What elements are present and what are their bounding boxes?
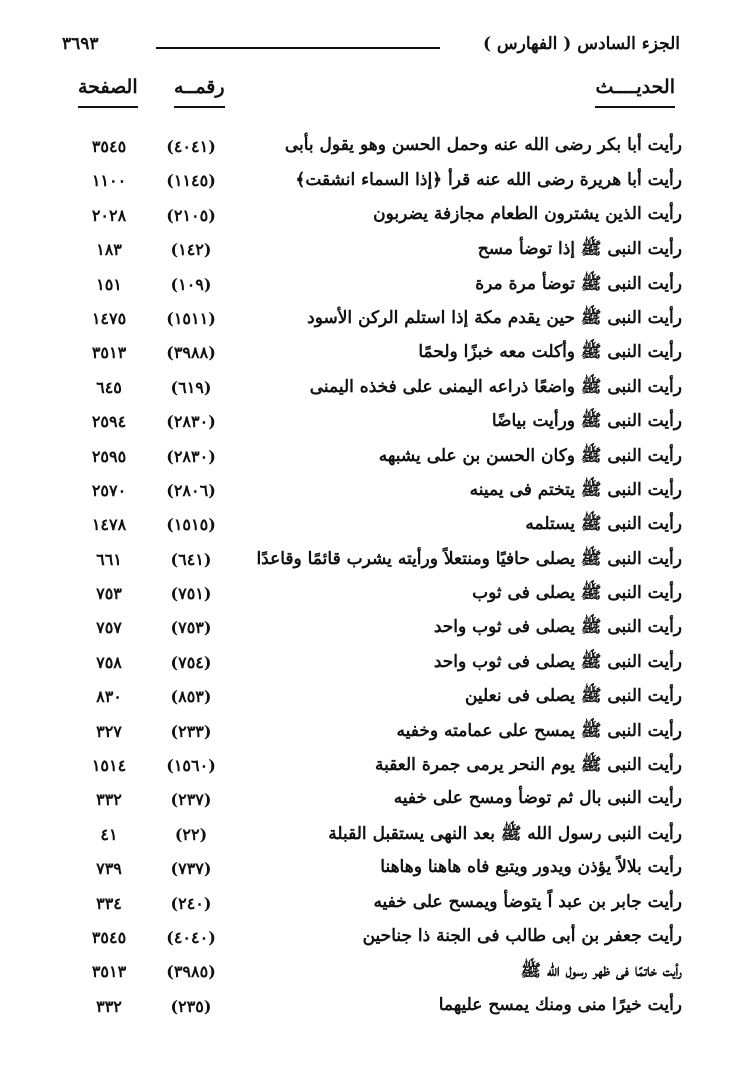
page-reference: ٦٦١ [96,549,122,569]
hadith-text: رأيت النبى ﷺ يصلى فى ثوب [472,583,682,604]
column-heading-underline [78,100,138,108]
hadith-text: رأيت النبى ﷺ ورأيت بياضًا [491,411,682,432]
hadith-text: رأيت النبى ﷺ إذا توضأ مسح [477,239,682,260]
column-heading-hadith-label: الحديــــث [595,76,675,98]
index-row [60,821,682,855]
index-row [60,580,682,614]
hadith-text: رأيت خيرًا منى ومنك يمسح عليهما [438,994,682,1015]
page-reference: ٣٥١٣ [91,962,127,982]
column-heading-underline [174,100,225,108]
hadith-text: رأيت النبى ﷺ وأكلت معه خبزًا ولحمًا [418,342,682,363]
page-reference: ٨٣٠ [96,687,122,707]
index-row [60,786,682,820]
hadith-number: (١١٤٥) [166,171,216,191]
hadith-number: (٢٣٧) [170,790,212,810]
header-rule [156,47,440,49]
hadith-text: رأيت النبى ﷺ يصلى فى نعلين [464,686,682,707]
page-reference: ١٥١ [96,274,122,294]
page-reference: ٧٣٩ [96,859,122,879]
hadith-number: (٢٢) [174,824,208,844]
index-row [60,752,682,786]
page-reference: ٧٥٧ [96,618,122,638]
hadith-text: رأيت بلالاً يؤذن ويدور ويتبع فاه هاهنا وهاهنا [380,857,682,878]
index-row [60,271,682,305]
page-reference: ٣٣٢ [96,996,122,1016]
hadith-number: (٢٨٣٠) [166,446,216,466]
column-heading-page [78,76,138,108]
hadith-text: رأيت النبى رسول الله ﷺ بعد النهى يستقبل القبلة [328,823,682,844]
hadith-text: رأيت خاتمًا فى ظهر رسول الله ﷺ [520,961,682,982]
hadith-text: رأيت الذين يشترون الطعام مجازفة يضربون [373,203,682,224]
hadith-number: (٢٨٠٦) [166,480,216,500]
column-heading-page-label: الصفحة [78,76,138,98]
index-rows [60,133,682,1027]
index-row [60,718,682,752]
hadith-text: رأيت أبا بكر رضى الله عنه وحمل الحسن وهو يقول بأبى [284,135,682,155]
page-reference: ١١٠٠ [91,171,127,191]
index-row [60,890,682,924]
page-reference: ٧٥٣ [96,584,122,604]
hadith-number: (١٤٢) [170,240,212,260]
index-row [60,855,682,889]
index-row [60,374,682,408]
page-reference: ٣٥١٣ [91,343,127,363]
column-heading-number-label: رقمــه [174,76,225,98]
index-row [60,339,682,373]
hadith-number: (٧٣٧) [170,859,212,879]
hadith-text: رأيت النبى ﷺ يصلى فى ثوب واحد [433,617,682,638]
hadith-number: (١٥١١) [166,308,216,328]
index-row [60,477,682,511]
hadith-number: (١٠٩) [170,274,212,294]
hadith-number: (٦١٩) [170,377,212,397]
hadith-text: رأيت أبا هريرة رضى الله عنه قرأ ﴿إذا السماء انشقت﴾ [295,170,682,191]
page-reference: ٦٤٥ [96,377,122,397]
page-reference: ١٤٧٥ [91,308,127,328]
hadith-text: رأيت جابر بن عبد اً يتوضأ ويمسح على خفيه [373,891,682,912]
page-reference: ٢٥٧٠ [91,480,127,500]
index-row [60,133,682,167]
page-reference: ١٥١٤ [91,756,127,776]
index-row [60,305,682,339]
index-row [60,511,682,545]
page-reference: ٤١ [100,824,118,844]
page-reference: ٣٢٧ [96,721,122,741]
hadith-number: (٧٥١) [170,584,212,604]
hadith-number: (٤٠٤١) [166,137,216,156]
hadith-number: (٢٣٥) [170,996,212,1016]
index-row [60,614,682,648]
header-title: الجزء السادس ( الفهارس ) [482,34,680,54]
column-heading-hadith [595,76,675,108]
hadith-text: رأيت النبى ﷺ يتختم فى يمينه [469,479,682,500]
hadith-number: (٢١٠٥) [166,205,216,225]
page-reference: ٣٥٤٥ [91,137,127,156]
index-row [60,408,682,442]
hadith-number: (٢٣٣) [170,721,212,741]
index-row [60,649,682,683]
index-row [60,993,682,1027]
hadith-number: (٧٥٤) [170,652,212,672]
hadith-text: رأيت النبى بال ثم توضأ ومسح على خفيه [393,788,682,809]
page-reference: ٣٥٤٥ [91,927,127,947]
column-heading-number [174,76,225,108]
hadith-text: رأيت النبى ﷺ وكان الحسن بن على يشبهه [378,445,682,466]
hadith-text: رأيت النبى ﷺ توضأ مرة مرة [475,273,682,294]
column-heading-underline [595,100,675,108]
page-reference: ٢٥٩٥ [91,446,127,466]
hadith-number: (٦٤١) [170,549,212,569]
hadith-number: (٤٠٤٠) [166,927,216,947]
hadith-number: (١٥١٥) [166,515,216,535]
hadith-text: رأيت النبى ﷺ حين يقدم مكة إذا استلم الركن الأسود [307,307,682,328]
running-header [62,34,680,62]
index-row [60,443,682,477]
hadith-text: رأيت النبى ﷺ يوم النحر يرمى جمرة العقبة [374,755,682,776]
page-reference: ١٤٧٨ [91,515,127,535]
hadith-text: رأيت النبى ﷺ يستلمه [525,514,682,535]
page-number: ٣٦٩٣ [62,34,99,54]
page-reference: ٣٣٢ [96,790,122,810]
page-reference: ١٨٣ [96,240,122,260]
index-row [60,683,682,717]
hadith-number: (٨٥٣) [170,687,212,707]
page-reference: ٧٥٨ [96,652,122,672]
hadith-number: (٢٨٣٠) [166,412,216,432]
hadith-text: رأيت النبى ﷺ يمسح على عمامته وخفيه [396,720,682,741]
page-reference: ٣٣٤ [96,893,122,913]
hadith-number: (٣٩٨٥) [166,962,216,982]
hadith-text: رأيت النبى ﷺ يصلى فى ثوب واحد [433,651,682,672]
hadith-number: (٢٤٠) [170,893,212,913]
index-row [60,924,682,958]
page-reference: ٢٥٩٤ [91,412,127,432]
page-reference: ٢٠٢٨ [91,205,127,225]
index-row [60,958,682,992]
hadith-text: رأيت النبى ﷺ يصلى حافيًا ومنتعلاً ورأيته يشرب قائمًا وقاعدًا [256,548,682,569]
hadith-text: رأيت النبى ﷺ واضعًا ذراعه اليمنى على فخذه اليمنى [309,376,682,397]
index-row [60,546,682,580]
index-row [60,202,682,236]
hadith-text: رأيت جعفر بن أبى طالب فى الجنة ذا جناحين [362,925,682,946]
index-row [60,167,682,201]
hadith-number: (١٥٦٠) [166,756,216,776]
hadith-number: (٧٥٣) [170,618,212,638]
index-row [60,236,682,270]
hadith-number: (٣٩٨٨) [166,343,216,363]
